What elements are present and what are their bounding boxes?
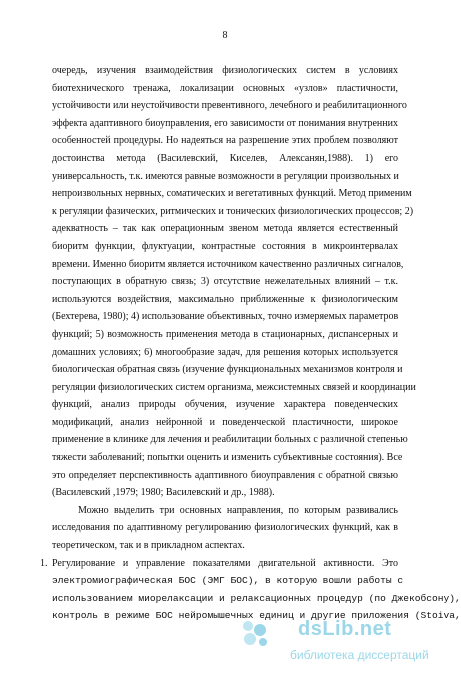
text-line: регуляции физиологических систем организма, межсистемных связей и координации — [52, 381, 416, 393]
text-line: тяжести заболеваний; попытки оценить и изменить субъективные состояния). Все — [52, 452, 403, 464]
watermark-title: dsLib.net — [298, 618, 392, 640]
text-line: биологическая обратная связь (изучение функциональных механизмов контроля и — [52, 364, 403, 376]
text-line: устойчивости или неустойчивости превентивного, лечебного и реабилитационного — [52, 100, 407, 112]
list-item — [40, 555, 461, 625]
text-line: (Василевский ,1979; 1980; Василевский и др., 1988). — [52, 487, 275, 499]
text-line: универсальность, т.к. имеются равные возможности в регуляции произвольных и — [52, 170, 399, 182]
text-line: домашних условиях; 6) многообразие задач, для решения которых используется — [52, 346, 398, 358]
text-line: биоритм функции, флуктуации, контрастные состояния в микроинтервалах — [52, 240, 398, 252]
text-line: достоинства метода (Василевский, Киселев, Алексанян,1988). 1) его — [52, 152, 398, 164]
text-line: используются воздействия, максимально приближенные к физиологическим — [52, 293, 398, 305]
text-line: использованием миорелаксации и релаксационных процедур (по Джекобсону), — [52, 592, 461, 604]
text-line: биотехнического тренажа, локализации основных «узлов» пластичности, — [52, 82, 398, 94]
text-line: исследования по адаптивному регулированию физиологических функций, как в — [52, 522, 398, 534]
text-line: (Бехтерева, 1980); 4) использование объективных, точно измеряемых параметров — [52, 311, 399, 323]
paragraph-2 — [52, 502, 398, 555]
text-line: времени. Именно биоритм является источником качественно различных сигналов, — [52, 258, 404, 270]
text-line: функций; 5) возможность применения метода в стационарных, диспансерных и — [52, 328, 398, 340]
text-line: непроизвольных нервных, соматических и вегетативных функций. Метод применим — [52, 188, 412, 200]
text-line: поступающих в обратную связь; 3) отсутствие нежелательных влияний – т.к. — [52, 276, 398, 288]
dslib-logo-icon — [240, 618, 270, 648]
text-line: Регулирование и управление показателями двигательной активности. Это — [52, 557, 398, 569]
text-line: эффекта адаптивного биоуправления, его зависимости от понимания внутренних — [52, 117, 398, 129]
text-line: применение в клинике для лечения и реабилитации больных с различной степенью — [52, 434, 408, 446]
text-line: электромиографическая БОС (ЭМГ БОС), в которую вошли работы с — [52, 575, 404, 587]
text-line: особенностей процедуры. Но надеяться на разрешение этих проблем позволяют — [52, 135, 398, 147]
text-line: теоретическом, так и в прикладном аспектах. — [52, 540, 245, 552]
text-line: адекватность – так как операционным звеном метода является естественный — [52, 223, 398, 235]
page-number: 8 — [222, 30, 228, 41]
text-line: Можно выделить три основных направления, по которым развивались — [78, 504, 398, 516]
text-line: функций, анализ природы обучения, изучение характера поведенческих — [52, 399, 398, 411]
watermark — [240, 616, 440, 666]
text-line: модификаций, анализ нейронной и поведенческой пластичности, широкое — [52, 416, 398, 428]
body-text — [40, 62, 461, 625]
watermark-subtitle: библиотека диссертаций — [290, 648, 429, 662]
paragraph-1 — [52, 62, 416, 502]
text-line: это определяет перспективность адаптивного биоуправления с обратной связью — [52, 469, 398, 481]
list-number: 1. — [40, 557, 48, 569]
text-line: контроль в режиме БОС нейромышечных единиц и другие приложения (Stoiva, — [52, 610, 461, 622]
text-line: к регуляции фазических, ритмических и тонических физиологических процессов; 2) — [52, 205, 414, 217]
text-line: очередь, изучения взаимодействия физиологических систем в условиях — [52, 65, 398, 76]
